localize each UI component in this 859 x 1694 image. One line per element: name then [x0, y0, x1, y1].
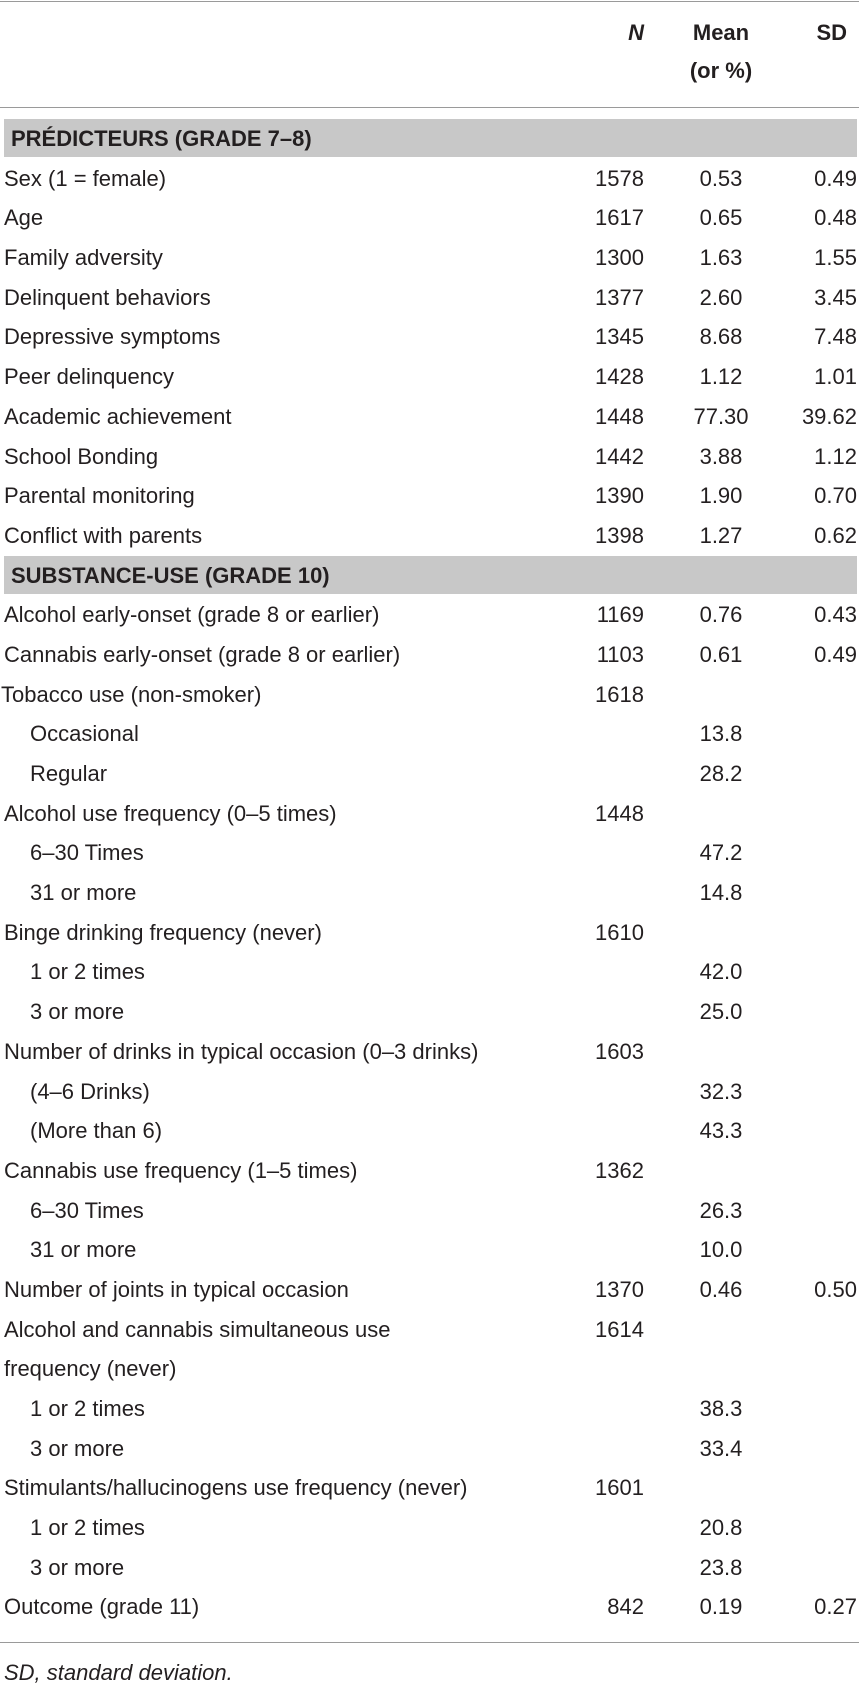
- row-label: Stimulants/hallucinogens use frequency (never): [4, 1475, 468, 1501]
- cell-mean: 38.3: [699, 1396, 743, 1421]
- cell-sd: 3.45: [814, 284, 857, 310]
- cell-n: 1428: [595, 364, 644, 390]
- cell-sd: 0.43: [814, 602, 857, 628]
- table-row: [0, 992, 859, 1032]
- header-rule: [0, 107, 859, 108]
- section-header-row: [0, 556, 859, 596]
- row-label: 1 or 2 times: [30, 1396, 145, 1421]
- cell-mean: 77.30: [693, 403, 749, 429]
- table-footnote: SD, standard deviation.: [4, 1660, 233, 1685]
- table-row: [0, 1468, 859, 1508]
- table-row: [0, 675, 859, 715]
- cell-mean: 47.2: [699, 840, 743, 866]
- cell-mean: 43.3: [699, 1118, 743, 1144]
- cell-mean: 1.90: [699, 483, 743, 509]
- cell-mean: 0.61: [699, 641, 743, 667]
- table-row: [0, 1508, 859, 1548]
- table-row: [0, 198, 859, 238]
- table-row: [0, 1389, 859, 1429]
- cell-sd: 0.50: [814, 1276, 857, 1302]
- table-row: [0, 1548, 859, 1588]
- table-row: [0, 357, 859, 397]
- row-label: Depressive symptoms: [4, 324, 221, 350]
- cell-mean: 0.65: [699, 205, 743, 231]
- cell-n: 1300: [595, 245, 644, 271]
- header-mean-line: (or %): [689, 58, 753, 83]
- table-row: [0, 1587, 859, 1627]
- table-row: [0, 238, 859, 278]
- row-label: Alcohol and cannabis simultaneous use: [4, 1316, 391, 1342]
- header-sd: SD: [816, 20, 847, 45]
- cell-mean: 28.2: [699, 761, 743, 786]
- table-row: [0, 397, 859, 437]
- row-label: Tobacco use (non-smoker): [1, 681, 262, 707]
- cell-n: 1614: [595, 1316, 644, 1342]
- table-row: [0, 873, 859, 913]
- cell-mean: 20.8: [699, 1515, 743, 1541]
- cell-mean: 0.76: [699, 602, 743, 628]
- table-row: [0, 1032, 859, 1072]
- cell-mean: 0.19: [699, 1594, 743, 1620]
- cell-sd: 0.49: [814, 165, 857, 191]
- row-label: Outcome (grade 11): [4, 1594, 200, 1620]
- cell-sd: 39.62: [801, 403, 857, 429]
- section-header-row: [0, 119, 859, 159]
- row-label: 3 or more: [30, 1435, 125, 1461]
- cell-mean: 0.53: [699, 165, 743, 191]
- cell-sd: 1.01: [814, 364, 857, 390]
- row-label: Occasional: [30, 721, 139, 747]
- row-label: Delinquent behaviors: [4, 284, 211, 310]
- cell-mean: 26.3: [699, 1197, 743, 1223]
- cell-n: 1448: [595, 800, 644, 826]
- table-row: [0, 159, 859, 199]
- cell-n: 1618: [595, 681, 644, 707]
- table-row: [0, 476, 859, 516]
- row-label: Conflict with parents: [4, 522, 203, 548]
- cell-n: 1601: [595, 1475, 644, 1501]
- row-label: Number of joints in typical occasion: [4, 1276, 349, 1302]
- row-label: (More than 6): [30, 1118, 163, 1144]
- cell-n: 1448: [595, 403, 644, 429]
- cell-mean: 1.63: [699, 245, 743, 271]
- table-row: [0, 1349, 859, 1389]
- table-row: [0, 1072, 859, 1112]
- row-label: 31 or more: [30, 1237, 137, 1263]
- table-row: [0, 1310, 859, 1350]
- table-row: [0, 714, 859, 754]
- table-body: [0, 119, 859, 1627]
- header-mean: [683, 14, 759, 90]
- cell-n: 1442: [595, 443, 644, 469]
- table-row: [0, 794, 859, 834]
- row-label: 1 or 2 times: [30, 959, 145, 985]
- cell-sd: 0.70: [814, 483, 857, 509]
- cell-sd: 0.48: [814, 205, 857, 231]
- table-row: [0, 595, 859, 635]
- row-label: Alcohol use frequency (0–5 times): [4, 800, 337, 826]
- cell-mean: 25.0: [699, 999, 743, 1025]
- cell-n: 1370: [595, 1276, 644, 1302]
- cell-mean: 3.88: [699, 443, 743, 469]
- row-label: Cannabis early-onset (grade 8 or earlier): [4, 641, 401, 667]
- row-label: frequency (never): [4, 1356, 177, 1382]
- cell-mean: 33.4: [699, 1435, 743, 1461]
- row-label: Alcohol early-onset (grade 8 or earlier): [4, 602, 380, 628]
- table-row: [0, 952, 859, 992]
- cell-mean: 1.27: [699, 522, 743, 548]
- table-row: [0, 516, 859, 556]
- cell-sd: 1.12: [814, 443, 857, 469]
- cell-mean: 13.8: [699, 721, 743, 747]
- row-label: 6–30 Times: [30, 840, 144, 866]
- row-label: 31 or more: [30, 880, 137, 906]
- table-row: [0, 913, 859, 953]
- cell-mean: 1.12: [699, 364, 743, 390]
- cell-n: 1377: [595, 284, 644, 310]
- table-bottom-rule: [0, 1642, 859, 1643]
- table-row: [0, 437, 859, 477]
- cell-sd: 1.55: [814, 245, 857, 271]
- row-label: Number of drinks in typical occasion (0–3 drinks): [4, 1038, 479, 1064]
- cell-mean: 8.68: [699, 324, 743, 350]
- cell-mean: 42.0: [699, 959, 743, 985]
- cell-sd: 0.62: [814, 522, 857, 548]
- header-n: N: [628, 20, 644, 45]
- row-label: Academic achievement: [4, 403, 232, 429]
- cell-n: 1103: [596, 641, 644, 667]
- cell-n: 1398: [595, 522, 644, 548]
- section-label: SUBSTANCE-USE (GRADE 10): [11, 562, 330, 588]
- row-label: Cannabis use frequency (1–5 times): [4, 1157, 358, 1183]
- header-mean-line: Mean: [692, 20, 750, 45]
- cell-mean: 23.8: [699, 1554, 743, 1580]
- row-label: Parental monitoring: [4, 483, 195, 509]
- row-label: 6–30 Times: [30, 1197, 144, 1223]
- cell-mean: 14.8: [699, 880, 743, 906]
- table-row: [0, 1191, 859, 1231]
- cell-n: 1578: [595, 165, 644, 191]
- table-row: [0, 1270, 859, 1310]
- table-row: [0, 1429, 859, 1469]
- cell-n: 1603: [595, 1038, 644, 1064]
- cell-n: 1169: [596, 602, 644, 628]
- row-label: Peer delinquency: [4, 364, 175, 390]
- cell-mean: 10.0: [699, 1237, 743, 1263]
- row-label: Sex (1 = female): [4, 165, 167, 191]
- table-row: [0, 754, 859, 794]
- section-label: PRÉDICTEURS (GRADE 7–8): [11, 126, 312, 151]
- row-label: 3 or more: [30, 999, 125, 1025]
- cell-n: 1362: [595, 1157, 644, 1183]
- cell-mean: 0.46: [699, 1276, 743, 1302]
- row-label: School Bonding: [4, 443, 159, 469]
- cell-n: 1345: [595, 324, 644, 350]
- cell-n: 842: [607, 1594, 644, 1620]
- cell-sd: 0.27: [814, 1594, 857, 1620]
- cell-mean: 32.3: [699, 1078, 743, 1104]
- cell-sd: 7.48: [814, 324, 857, 350]
- table-row: [0, 635, 859, 675]
- cell-sd: 0.49: [814, 641, 857, 667]
- table-row: [0, 1151, 859, 1191]
- table-row: [0, 1111, 859, 1151]
- table-row: [0, 833, 859, 873]
- row-label: (4–6 Drinks): [30, 1078, 150, 1104]
- table-row: [0, 1230, 859, 1270]
- table-top-rule: [0, 1, 859, 2]
- table-row: [0, 317, 859, 357]
- row-label: 3 or more: [30, 1554, 125, 1580]
- row-label: 1 or 2 times: [30, 1515, 145, 1541]
- cell-n: 1610: [595, 919, 644, 945]
- cell-n: 1390: [595, 483, 644, 509]
- row-label: Age: [4, 205, 44, 231]
- row-label: Binge drinking frequency (never): [4, 919, 322, 945]
- cell-n: 1617: [595, 205, 644, 231]
- row-label: Regular: [30, 761, 108, 786]
- row-label: Family adversity: [4, 245, 163, 271]
- cell-mean: 2.60: [699, 284, 743, 310]
- table-row: [0, 278, 859, 318]
